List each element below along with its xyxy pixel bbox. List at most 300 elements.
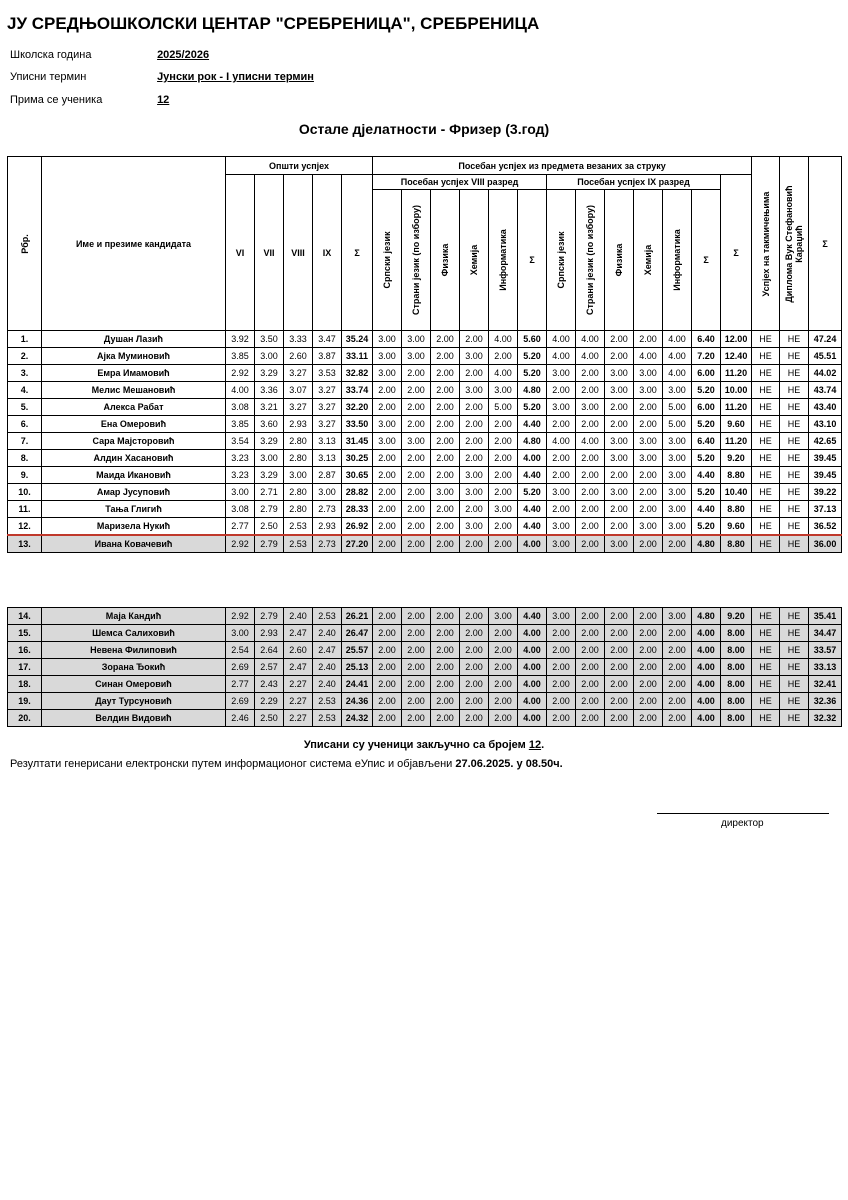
row-viii-grade: 2.00	[402, 467, 431, 484]
row-viii-sigma: 4.80	[518, 382, 547, 399]
row-general-grade: 2.40	[313, 659, 342, 676]
row-general-sigma: 24.36	[342, 693, 373, 710]
row-general-sigma: 25.57	[342, 642, 373, 659]
row-viii-grade: 2.00	[402, 365, 431, 382]
row-viii-grade: 2.00	[373, 642, 402, 659]
table-row	[8, 659, 842, 676]
row-rb: 6.	[8, 416, 42, 433]
row-general-grade: 2.50	[255, 518, 284, 536]
row-special-sigma: 8.00	[721, 676, 752, 693]
row-viii-grade: 2.00	[460, 625, 489, 642]
row-rb: 5.	[8, 399, 42, 416]
row-rb: 17.	[8, 659, 42, 676]
row-total: 36.52	[809, 518, 842, 536]
col-viii: VIII	[284, 175, 313, 331]
program-title: Остале дјелатности - Фризер (3.год)	[298, 121, 550, 137]
row-rb: 10.	[8, 484, 42, 501]
row-general-grade: 2.47	[284, 659, 313, 676]
row-ix-grade: 4.00	[576, 331, 605, 348]
row-competition: НЕ	[752, 365, 780, 382]
row-ix-grade: 2.00	[576, 642, 605, 659]
row-general-grade: 2.71	[255, 484, 284, 501]
row-name: Душан Лазић	[42, 331, 226, 348]
row-viii-grade: 2.00	[402, 659, 431, 676]
row-general-grade: 2.53	[313, 608, 342, 625]
row-ix-grade: 4.00	[547, 348, 576, 365]
row-viii-grade: 2.00	[373, 382, 402, 399]
row-diploma: НЕ	[780, 625, 809, 642]
row-name: Невена Филиповић	[42, 642, 226, 659]
row-ix-grade: 2.00	[547, 642, 576, 659]
row-ix-grade: 2.00	[663, 710, 692, 727]
row-ix-sigma: 5.20	[692, 484, 721, 501]
row-diploma: НЕ	[780, 659, 809, 676]
row-general-grade: 2.92	[226, 365, 255, 382]
row-general-grade: 2.27	[284, 693, 313, 710]
row-ix-sigma: 4.40	[692, 467, 721, 484]
accepted-row	[10, 94, 169, 106]
row-general-grade: 3.07	[284, 382, 313, 399]
col-viii-hemija: Хемија	[460, 190, 489, 331]
row-general-sigma: 25.13	[342, 659, 373, 676]
row-ix-grade: 2.00	[634, 642, 663, 659]
row-general-grade: 2.69	[226, 693, 255, 710]
row-viii-grade: 2.00	[373, 535, 402, 553]
row-viii-sigma: 4.00	[518, 625, 547, 642]
row-general-grade: 2.50	[255, 710, 284, 727]
row-viii-sigma: 4.00	[518, 676, 547, 693]
row-viii-grade: 2.00	[373, 450, 402, 467]
row-ix-grade: 3.00	[605, 535, 634, 553]
row-ix-sigma: 6.00	[692, 365, 721, 382]
row-name: Алдин Хасановић	[42, 450, 226, 467]
row-viii-grade: 2.00	[373, 484, 402, 501]
row-competition: НЕ	[752, 676, 780, 693]
row-name: Амар Јусуповић	[42, 484, 226, 501]
row-viii-grade: 2.00	[489, 710, 518, 727]
col-ix: IX	[313, 175, 342, 331]
row-viii-sigma: 4.80	[518, 433, 547, 450]
row-ix-grade: 2.00	[634, 501, 663, 518]
row-name: Ајка Муминовић	[42, 348, 226, 365]
row-general-grade: 3.13	[313, 433, 342, 450]
row-general-grade: 3.29	[255, 365, 284, 382]
row-ix-grade: 2.00	[634, 467, 663, 484]
row-general-grade: 2.53	[284, 518, 313, 536]
col-rb: Рбр.	[8, 157, 42, 331]
row-special-sigma: 8.00	[721, 625, 752, 642]
row-viii-grade: 2.00	[489, 625, 518, 642]
row-rb: 18.	[8, 676, 42, 693]
row-total: 39.22	[809, 484, 842, 501]
row-ix-grade: 2.00	[634, 416, 663, 433]
row-total: 43.74	[809, 382, 842, 399]
generated-text: Резултати генерисани електронски путем информационог система еУпис и објављени	[10, 758, 453, 770]
row-ix-grade: 2.00	[605, 659, 634, 676]
row-competition: НЕ	[752, 433, 780, 450]
row-viii-grade: 3.00	[402, 433, 431, 450]
row-special-sigma: 8.00	[721, 642, 752, 659]
row-general-sigma: 33.50	[342, 416, 373, 433]
row-ix-grade: 3.00	[663, 608, 692, 625]
row-general-grade: 2.57	[255, 659, 284, 676]
row-viii-grade: 3.00	[373, 433, 402, 450]
row-general-grade: 2.53	[284, 535, 313, 553]
row-name: Шемса Салиховић	[42, 625, 226, 642]
row-competition: НЕ	[752, 659, 780, 676]
row-viii-grade: 2.00	[373, 693, 402, 710]
col-ix-hemija: Хемија	[634, 190, 663, 331]
school-year-label: Школска година	[10, 49, 92, 61]
row-ix-grade: 4.00	[576, 433, 605, 450]
row-ix-grade: 2.00	[605, 676, 634, 693]
row-ix-grade: 3.00	[663, 467, 692, 484]
row-general-grade: 3.21	[255, 399, 284, 416]
row-viii-sigma: 4.00	[518, 450, 547, 467]
row-ix-grade: 3.00	[634, 518, 663, 536]
row-rb: 12.	[8, 518, 42, 536]
row-ix-grade: 3.00	[663, 518, 692, 536]
row-viii-grade: 2.00	[431, 535, 460, 553]
table-row	[8, 501, 842, 518]
row-ix-grade: 4.00	[576, 348, 605, 365]
row-general-grade: 3.00	[255, 348, 284, 365]
row-general-grade: 2.40	[284, 608, 313, 625]
row-ix-grade: 2.00	[547, 710, 576, 727]
row-viii-sigma: 4.40	[518, 416, 547, 433]
row-viii-grade: 3.00	[460, 348, 489, 365]
row-viii-grade: 2.00	[431, 608, 460, 625]
row-total: 33.57	[809, 642, 842, 659]
row-diploma: НЕ	[780, 348, 809, 365]
row-ix-sigma: 4.00	[692, 642, 721, 659]
row-general-sigma: 35.24	[342, 331, 373, 348]
row-competition: НЕ	[752, 348, 780, 365]
row-general-sigma: 32.82	[342, 365, 373, 382]
row-ix-grade: 3.00	[663, 433, 692, 450]
col-competition: Успјех на такмичењима	[752, 157, 780, 331]
row-diploma: НЕ	[780, 642, 809, 659]
row-viii-grade: 2.00	[431, 676, 460, 693]
table-row	[8, 676, 842, 693]
row-general-grade: 2.93	[255, 625, 284, 642]
row-ix-grade: 2.00	[605, 467, 634, 484]
row-viii-grade: 3.00	[373, 365, 402, 382]
table-row	[8, 433, 842, 450]
row-rb: 15.	[8, 625, 42, 642]
row-ix-sigma: 6.40	[692, 433, 721, 450]
col-total-sigma: Σ	[809, 157, 842, 331]
row-general-grade: 3.27	[313, 399, 342, 416]
col-viii-sigma: Σ	[518, 190, 547, 331]
row-ix-grade: 2.00	[605, 625, 634, 642]
row-ix-grade: 2.00	[547, 693, 576, 710]
row-viii-grade: 2.00	[489, 676, 518, 693]
row-general-grade: 3.00	[226, 484, 255, 501]
row-viii-grade: 2.00	[402, 710, 431, 727]
row-general-grade: 3.08	[226, 501, 255, 518]
table-row	[8, 608, 842, 625]
row-viii-grade: 2.00	[460, 433, 489, 450]
row-total: 43.40	[809, 399, 842, 416]
col-ix-sigma: Σ	[692, 190, 721, 331]
row-ix-grade: 2.00	[634, 535, 663, 553]
row-viii-sigma: 5.20	[518, 484, 547, 501]
row-general-grade: 3.29	[255, 433, 284, 450]
row-diploma: НЕ	[780, 484, 809, 501]
row-name: Тања Глигић	[42, 501, 226, 518]
row-ix-grade: 2.00	[576, 676, 605, 693]
row-ix-grade: 2.00	[576, 608, 605, 625]
row-viii-grade: 2.00	[373, 710, 402, 727]
row-rb: 14.	[8, 608, 42, 625]
row-viii-grade: 2.00	[489, 693, 518, 710]
row-special-sigma: 11.20	[721, 399, 752, 416]
row-general-grade: 2.64	[255, 642, 284, 659]
col-viii-fizika: Физика	[431, 190, 460, 331]
row-general-sigma: 28.33	[342, 501, 373, 518]
row-viii-grade: 2.00	[402, 484, 431, 501]
row-viii-grade: 2.00	[373, 608, 402, 625]
row-ix-grade: 3.00	[605, 450, 634, 467]
row-ix-grade: 2.00	[634, 710, 663, 727]
row-rb: 11.	[8, 501, 42, 518]
row-ix-sigma: 6.00	[692, 399, 721, 416]
row-viii-grade: 2.00	[373, 467, 402, 484]
row-general-grade: 2.73	[313, 535, 342, 553]
row-viii-grade: 2.00	[431, 331, 460, 348]
generated-date: 27.06.2025. у 08.50ч.	[455, 758, 563, 770]
table-row	[8, 416, 842, 433]
row-viii-grade: 3.00	[460, 382, 489, 399]
row-rb: 1.	[8, 331, 42, 348]
row-ix-grade: 2.00	[547, 501, 576, 518]
row-general-sigma: 26.47	[342, 625, 373, 642]
row-ix-grade: 2.00	[634, 659, 663, 676]
enrolled-text: Уписани су ученици закључно са бројем	[303, 739, 526, 751]
row-ix-grade: 3.00	[547, 365, 576, 382]
row-ix-grade: 2.00	[576, 365, 605, 382]
signature-label: директор	[721, 818, 764, 829]
row-ix-grade: 2.00	[663, 625, 692, 642]
row-ix-grade: 3.00	[605, 382, 634, 399]
row-general-grade: 2.80	[284, 450, 313, 467]
row-special-sigma: 9.20	[721, 608, 752, 625]
row-special-sigma: 10.00	[721, 382, 752, 399]
row-ix-grade: 2.00	[576, 693, 605, 710]
row-competition: НЕ	[752, 710, 780, 727]
row-viii-grade: 3.00	[460, 518, 489, 536]
row-total: 36.00	[809, 535, 842, 553]
row-ix-grade: 2.00	[576, 484, 605, 501]
row-viii-grade: 3.00	[489, 608, 518, 625]
row-ix-grade: 2.00	[663, 676, 692, 693]
row-diploma: НЕ	[780, 501, 809, 518]
row-diploma: НЕ	[780, 608, 809, 625]
row-general-grade: 2.77	[226, 518, 255, 536]
row-diploma: НЕ	[780, 382, 809, 399]
row-ix-grade: 3.00	[634, 382, 663, 399]
row-general-sigma: 31.45	[342, 433, 373, 450]
row-general-grade: 2.46	[226, 710, 255, 727]
row-ix-grade: 2.00	[547, 382, 576, 399]
row-viii-grade: 2.00	[460, 659, 489, 676]
row-viii-sigma: 4.00	[518, 693, 547, 710]
row-viii-grade: 2.00	[489, 659, 518, 676]
row-viii-grade: 2.00	[489, 433, 518, 450]
row-viii-grade: 2.00	[373, 518, 402, 536]
row-ix-sigma: 7.20	[692, 348, 721, 365]
row-ix-grade: 2.00	[547, 676, 576, 693]
row-viii-grade: 2.00	[373, 501, 402, 518]
col-special-ix: Посебан успјех IX разред	[547, 175, 721, 190]
row-general-sigma: 26.92	[342, 518, 373, 536]
row-ix-grade: 2.00	[576, 450, 605, 467]
row-special-sigma: 12.40	[721, 348, 752, 365]
col-viii-strani: Страни језик (по избору)	[402, 190, 431, 331]
row-viii-grade: 2.00	[489, 484, 518, 501]
row-viii-grade: 3.00	[431, 484, 460, 501]
row-general-grade: 2.93	[284, 416, 313, 433]
row-ix-grade: 3.00	[547, 518, 576, 536]
row-ix-grade: 2.00	[547, 467, 576, 484]
row-general-grade: 3.85	[226, 416, 255, 433]
row-diploma: НЕ	[780, 518, 809, 536]
row-ix-grade: 2.00	[605, 710, 634, 727]
row-diploma: НЕ	[780, 399, 809, 416]
row-ix-grade: 3.00	[547, 484, 576, 501]
row-ix-grade: 2.00	[576, 535, 605, 553]
col-vii: VII	[255, 175, 284, 331]
row-rb: 9.	[8, 467, 42, 484]
row-total: 37.13	[809, 501, 842, 518]
row-general-grade: 3.54	[226, 433, 255, 450]
row-viii-grade: 2.00	[489, 450, 518, 467]
table-row	[8, 642, 842, 659]
row-ix-grade: 2.00	[605, 518, 634, 536]
row-general-grade: 3.00	[313, 484, 342, 501]
row-general-sigma: 30.65	[342, 467, 373, 484]
row-diploma: НЕ	[780, 331, 809, 348]
row-general-grade: 3.87	[313, 348, 342, 365]
row-general-grade: 2.92	[226, 608, 255, 625]
row-viii-grade: 3.00	[402, 331, 431, 348]
row-general-grade: 3.85	[226, 348, 255, 365]
row-ix-grade: 3.00	[634, 433, 663, 450]
row-name: Сара Мајсторовић	[42, 433, 226, 450]
row-general-grade: 4.00	[226, 382, 255, 399]
row-rb: 3.	[8, 365, 42, 382]
row-ix-grade: 4.00	[663, 331, 692, 348]
row-viii-grade: 2.00	[402, 450, 431, 467]
row-ix-grade: 2.00	[634, 399, 663, 416]
col-viii-informatika: Информатика	[489, 190, 518, 331]
row-general-sigma: 33.74	[342, 382, 373, 399]
row-name: Маја Кандић	[42, 608, 226, 625]
row-name: Емра Имамовић	[42, 365, 226, 382]
row-competition: НЕ	[752, 416, 780, 433]
row-viii-grade: 2.00	[431, 399, 460, 416]
row-viii-grade: 2.00	[431, 382, 460, 399]
row-ix-grade: 3.00	[547, 535, 576, 553]
row-viii-grade: 2.00	[460, 501, 489, 518]
row-ix-sigma: 4.00	[692, 659, 721, 676]
row-competition: НЕ	[752, 501, 780, 518]
col-viii-srpski: Српски језик	[373, 190, 402, 331]
row-viii-sigma: 4.00	[518, 642, 547, 659]
row-general-grade: 3.23	[226, 450, 255, 467]
row-competition: НЕ	[752, 608, 780, 625]
row-general-grade: 2.29	[255, 693, 284, 710]
row-viii-grade: 3.00	[373, 416, 402, 433]
row-ix-grade: 2.00	[576, 382, 605, 399]
row-ix-sigma: 4.00	[692, 676, 721, 693]
row-special-sigma: 9.60	[721, 416, 752, 433]
row-ix-grade: 5.00	[663, 416, 692, 433]
row-viii-grade: 2.00	[402, 382, 431, 399]
row-general-sigma: 26.21	[342, 608, 373, 625]
enrollment-term-label: Уписни термин	[10, 71, 87, 83]
row-special-sigma: 11.20	[721, 365, 752, 382]
row-viii-grade: 2.00	[402, 399, 431, 416]
row-viii-grade: 2.00	[431, 450, 460, 467]
row-general-grade: 3.53	[313, 365, 342, 382]
row-viii-grade: 2.00	[489, 467, 518, 484]
accepted-value: 12	[157, 94, 170, 106]
row-general-grade: 2.79	[255, 608, 284, 625]
row-name: Алекса Рабат	[42, 399, 226, 416]
row-rb: 4.	[8, 382, 42, 399]
row-general-grade: 2.73	[313, 501, 342, 518]
row-ix-grade: 3.00	[547, 608, 576, 625]
row-special-sigma: 11.20	[721, 433, 752, 450]
row-general-grade: 3.50	[255, 331, 284, 348]
col-diploma: Диплома Вук Стефановић Караџић	[780, 157, 809, 331]
col-vi: VI	[226, 175, 255, 331]
row-ix-grade: 2.00	[576, 710, 605, 727]
row-ix-grade: 2.00	[605, 416, 634, 433]
row-competition: НЕ	[752, 331, 780, 348]
row-general-grade: 3.36	[255, 382, 284, 399]
row-general-grade: 2.53	[313, 710, 342, 727]
col-special-sigma: Σ	[721, 175, 752, 331]
row-ix-grade: 3.00	[663, 382, 692, 399]
row-general-grade: 3.47	[313, 331, 342, 348]
row-viii-grade: 2.00	[431, 710, 460, 727]
row-rb: 7.	[8, 433, 42, 450]
row-viii-grade: 2.00	[373, 659, 402, 676]
table-row	[8, 331, 842, 348]
row-ix-grade: 2.00	[634, 608, 663, 625]
results-table-top	[7, 156, 842, 553]
row-viii-grade: 2.00	[402, 518, 431, 536]
table-row	[8, 625, 842, 642]
row-general-sigma: 32.20	[342, 399, 373, 416]
row-general-sigma: 24.41	[342, 676, 373, 693]
row-viii-grade: 2.00	[431, 467, 460, 484]
row-name: Даут Турсуновић	[42, 693, 226, 710]
row-name: Ивана Ковачевић	[42, 535, 226, 553]
row-ix-grade: 3.00	[634, 365, 663, 382]
row-diploma: НЕ	[780, 416, 809, 433]
row-viii-grade: 3.00	[460, 467, 489, 484]
row-ix-grade: 2.00	[576, 659, 605, 676]
row-general-grade: 2.79	[255, 501, 284, 518]
row-viii-grade: 2.00	[460, 710, 489, 727]
col-ix-informatika: Информатика	[663, 190, 692, 331]
row-viii-grade: 2.00	[402, 608, 431, 625]
row-general-grade: 2.80	[284, 433, 313, 450]
